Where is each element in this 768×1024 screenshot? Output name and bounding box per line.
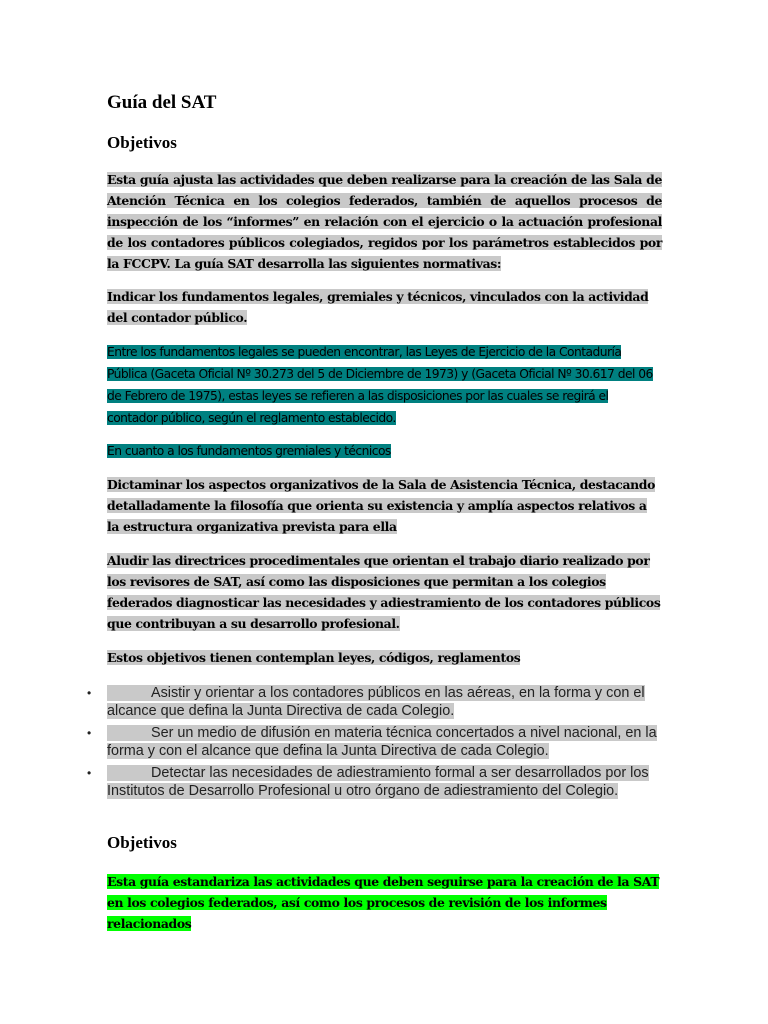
bullet-text: Detectar las necesidades de adiestramiento formal a ser desarrollados por los Institutos de Desarrollo Profesional u otro órgano de adiestramiento del Colegio. [107, 765, 649, 799]
leyes-paragraph [107, 341, 662, 429]
bullet-text: Ser un medio de difusión en materia técnica concertados a nivel nacional, en la forma y con el alcance que defina la Junta Directiva de cada Colegio. [107, 725, 657, 759]
bullet-marker: • [87, 726, 92, 741]
leyes-text: Entre los fundamentos legales se pueden encontrar, las Leyes de Ejercicio de la Contaduría Pública (Gaceta Oficial Nº 30.273 del 5 de Diciembre de 1973) y (Gaceta Oficial Nº 30.617 del 06 de Febrero de 1975), estas leyes se refieren a las disposiciones por las cuales se regirá el contador público, según el reglamento establecido. [107, 345, 653, 425]
document-title: Guía del SAT [107, 92, 217, 113]
estos-objetivos-text: Estos objetivos tienen contemplan leyes, códigos, reglamentos [107, 650, 521, 665]
estandariza-text: Esta guía estandariza las actividades que deben seguirse para la creación de la SAT en los colegios federados, así como los procesos de revisión de los informes relacionados [107, 874, 660, 931]
fundamentos-text: Indicar los fundamentos legales, gremiales y técnicos, vinculados con la actividad del contador público. [107, 289, 649, 325]
estandariza-paragraph [107, 871, 662, 934]
gremiales-paragraph [107, 440, 662, 462]
objetivos-bullet-list [87, 685, 662, 801]
intro-text: Esta guía ajusta las actividades que deben realizarse para la creación de las Sala de Atención Técnica en los colegios federados, también de aquellos procesos de inspección de los “informes” en relación con el ejercicio o la actuación profesional de los contadores públicos colegiados, regidos por los parámetros establecidos por la FCCPV. La guía SAT desarrolla las siguientes normativas: [107, 172, 662, 271]
bullet-item [87, 765, 662, 800]
intro-paragraph [107, 169, 662, 274]
gremiales-text: En cuanto a los fundamentos gremiales y técnicos [107, 444, 391, 458]
bullet-text: Asistir y orientar a los contadores públicos en las aéreas, en la forma y con el alcance que defina la Junta Directiva de cada Colegio. [107, 685, 645, 719]
aludir-text: Aludir las directrices procedimentales que orientan el trabajo diario realizado por los revisores de SAT, así como las disposiciones que permitan a los colegios federados diagnosticar las necesidades y adiestramiento de los contadores públicos que contribuyan a su desarrollo profesional. [107, 553, 661, 631]
bullet-item [87, 725, 662, 760]
dictaminar-text: Dictaminar los aspectos organizativos de la Sala de Asistencia Técnica, destacando detalladamente la filosofía que orienta su existencia y amplía aspectos relativos a la estructura organizativa prevista para ella [107, 477, 656, 534]
bullet-item [87, 685, 662, 720]
section-heading-objetivos-2: Objetivos [107, 833, 177, 852]
bullet-marker: • [87, 766, 92, 781]
estos-objetivos-paragraph [107, 647, 662, 668]
bullet-marker: • [87, 686, 92, 700]
aludir-paragraph [107, 550, 662, 634]
section-heading-objetivos: Objetivos [107, 133, 177, 152]
fundamentos-paragraph [107, 286, 662, 328]
dictaminar-paragraph [107, 474, 662, 537]
